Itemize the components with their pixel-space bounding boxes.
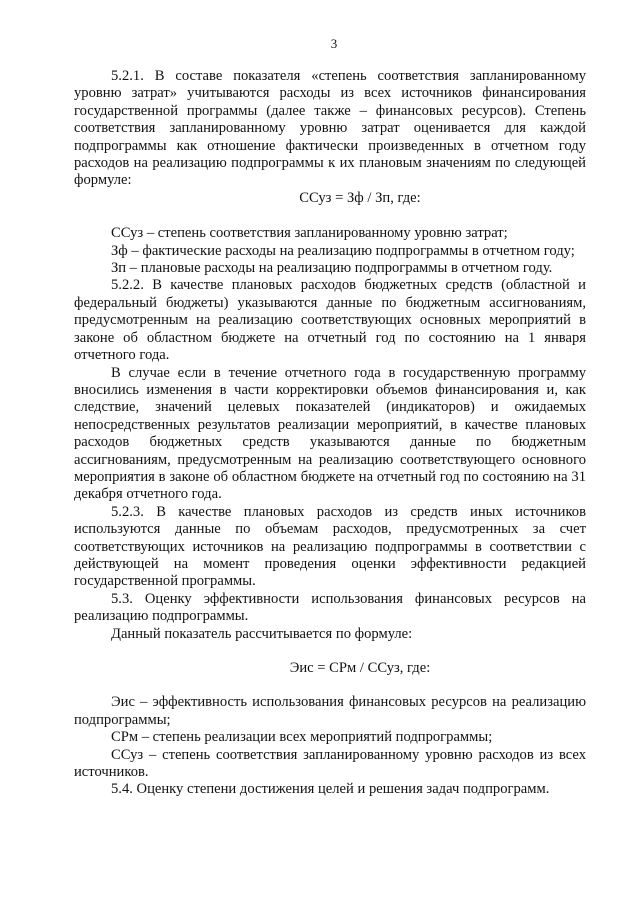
- paragraph-5-2-3: 5.2.3. В качестве плановых расходов из средств иных источников используются данные по объемам расходов, предусмотренных за счет соответствующих источников на реализацию подпрограммы в соответствии с действующей на момент проведения оценки эффективности редакцией государственной программы.: [74, 503, 586, 590]
- formula-ssuz: ССуз = Зф / Зп, где:: [299, 189, 421, 206]
- definition-srm: СРм – степень реализации всех мероприятий подпрограммы;: [111, 729, 493, 746]
- definition-ssuz-sources: ССуз – степень соответствия запланированному уровню расходов из всех источников.: [74, 746, 586, 781]
- definition-ssuz: ССуз – степень соответствия запланированному уровню затрат;: [111, 225, 508, 242]
- page-number: 3: [330, 36, 338, 51]
- paragraph-5-2-2: 5.2.2. В качестве плановых расходов бюджетных средств (областной и федеральный бюджеты) указываются данные по бюджетным ассигнованиям, предусмотренным на реализацию соответствующих основных мероприятий в законе об областном бюджете на отчетный год по состоянию на 1 января отчетного года.: [74, 277, 586, 364]
- definition-zf: Зф – фактические расходы на реализацию подпрограммы в отчетном году;: [111, 242, 575, 259]
- paragraph-budget-changes: В случае если в течение отчетного года в государственную программу вносились изменения в части корректировки объемов финансирования и, как следствие, значений целевых показателей (индикаторов) и ожидаемых непосредственных результатов реализации мероприятий, в качестве плановых расходов бюджетных средств указываются данные по бюджетным ассигнованиям, предусмотренным на реализацию соответствующего основного мероприятия в законе об областном бюджете на отчетный год по состоянию на 31 декабря отчетного года.: [74, 364, 586, 503]
- paragraph-formula-intro: Данный показатель рассчитывается по формуле:: [111, 625, 413, 642]
- spacer: [74, 677, 586, 694]
- formula-eis: Эис = СРм / ССуз, где:: [289, 660, 431, 676]
- definition-zp: Зп – плановые расходы на реализацию подпрограммы в отчетном году.: [111, 260, 553, 277]
- definition-eis: Эис – эффективность использования финансовых ресурсов на реализацию подпрограммы;: [74, 694, 586, 728]
- spacer: [74, 207, 586, 225]
- paragraph-5-2-1: 5.2.1. В составе показателя «степень соответствия запланированному уровню затрат» учитываются расходы из всех источников финансирования государственной программы (далее также – финансовых ресурсов). Степень соответствия запланированному уровню затрат оценивается для каждой подпрограммы как отношение фактически произведенных в отчетном году расходов на реализацию подпрограммы к их плановым значениям по следующей формуле:: [74, 68, 586, 189]
- spacer: [74, 643, 586, 660]
- paragraph-5-4: 5.4. Оценку степени достижения целей и решения задач подпрограмм.: [111, 781, 550, 798]
- paragraph-5-3: 5.3. Оценку эффективности использования финансовых ресурсов на реализацию подпрограммы.: [74, 590, 586, 625]
